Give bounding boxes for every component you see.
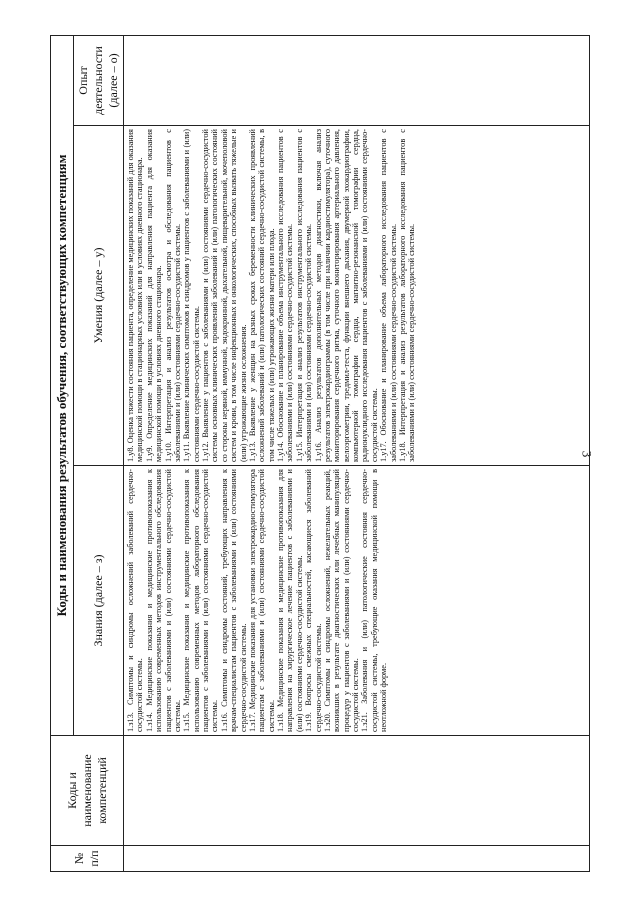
- skill-item: 1.у17. Обоснование и планирование объема лабораторного исследования пациентов с заболеваниями и (или) состояниями сердечно-сосудистой системы.: [379, 129, 398, 462]
- cell-codes: [124, 736, 590, 846]
- cell-knowledge: [124, 466, 590, 736]
- rotated-table-container: [50, 36, 590, 872]
- knowledge-item: 1.з21. Заболевания и (или) патологические состояния сердечно-сосудистой системы, требующие оказания медицинской помощи в неотложной форме.: [360, 469, 389, 732]
- skill-item: 1.у15. Интерпретация и анализ результатов инструментального исследования пациентов с заболеваниями и (или) состояниями сердечно-сосудистой системы.: [294, 129, 314, 462]
- skill-item: 1.у13. Выявление у женщин на разных сроках беременности клинических проявлений осложнений заболеваний и (или) патологических состояний сердечно-сосудистой системы, в том числе тяжелых и (или) угрожающих жизни матери или плода.: [247, 129, 276, 462]
- page-number: 3: [579, 450, 595, 458]
- knowledge-item: 1.з16. Симптомы и синдромы состояний, требующих направления к врачам-специалистам пациентов с заболеваниями и (или) состояниями сердечно-сосудистой системы.: [219, 469, 248, 732]
- skill-item: 1.у11. Выявление клинических симптомов и синдромов у пациентов с заболеваниями и (или) состояниями сердечно-сосудистой системы.: [182, 129, 201, 462]
- skill-item: 1.у14. Обоснование и планирование объема инструментального исследования пациентов с заболеваниями и (или) состояниями сердечно-сосудистой системы.: [276, 129, 295, 462]
- knowledge-item: 1.з17. Медицинские показания для установки электрокардиостимулятора пациентам с заболеваниями и (или) состояниями сердечно-сосудистой системы.: [247, 469, 276, 732]
- header-codes: Коды и наименование компетенций: [51, 736, 124, 846]
- cell-experience: [124, 35, 590, 125]
- skill-item: 1.у9. Определение медицинских показаний для направления пациента для оказания медицинской помощи в условиях дневного стационара.: [144, 129, 164, 462]
- knowledge-item: 1.з14. Медицинские показания и медицинские противопоказания к использованию современных методов инструментального обследования пациентов с заболеваниями и (или) состояниями сердечно-сосудистой системы.: [144, 469, 182, 732]
- knowledge-item: 1.з19. Вопросы смежных специальностей, касающиеся заболеваний сердечно-сосудистой системы.: [304, 469, 323, 732]
- skill-item: 1.у10. Интерпретация и анализ результатов осмотра и обследования пациентов с заболеваниями и (или) состояниями сердечно-сосудистой системы.: [163, 129, 182, 462]
- header-knowledge: Знания (далее – з): [74, 466, 124, 736]
- skill-item: 1.у12. Выявление у пациентов с заболеваниями и (или) состояниями сердечно-сосудистой системы основных клинических проявлений заболеваний и (или) патологических состояний со стороны нервной, иммунной, эндокринной, дыхательной, пищеварительной, мочеполовой систем и крови, в том числе инфекционных и онкологических, способных вызвать тяжелые и (или) угрожающие жизни осложнения.: [201, 129, 248, 462]
- skill-item: 1.у18. Интерпретация и анализ результатов лабораторного исследования пациентов с заболеваниями и (или) состояниями сердечно-сосудистой системы.: [397, 129, 417, 462]
- knowledge-item: 1.з20. Симптомы и синдромы осложнений, нежелательных реакций, возникших в результате диагностических или лечебных манипуляций процедур у пациентов с заболеваниями и (или) состояниями сердечно-сосудистой системы.: [322, 469, 360, 732]
- skill-item: 1.у8. Оценка тяжести состояния пациента, определение медицинских показаний для оказания медицинской помощи в стационарных условиях или в условиях дневного стационара.: [126, 129, 145, 462]
- knowledge-item: 1.з13. Симптомы и синдромы осложнений заболеваний сердечно-сосудистой системы.: [126, 469, 145, 732]
- header-experience: Опыт деятельности (далее – о): [74, 35, 124, 125]
- cell-number: [124, 846, 590, 872]
- header-skills: Умения (далее – у): [74, 126, 124, 466]
- knowledge-item: 1.з15. Медицинские показания и медицинские противопоказания к использованию современных методов лабораторного обследования пациентов с заболеваниями и (или) состояниями сердечно-сосудистой системы.: [182, 469, 220, 732]
- skill-item: 1.у16. Анализ результатов дополнительных методов диагностики, включая анализ результатов электрокардиограммы (в том числе при наличии кардиостимулятора), суточного мониторирования сердечного ритма, суточного мониторирования артериального давления, велоэргометрии, тредмил-теста, функции внешнего дыхания, двумерной эхокардиографии, компьютерной томографии сердца, магнитно-резонансной томографии сердца, радионуклидного исследования пациентов с заболеваниями и (или) состояниями сердечно-сосудистой системы.: [313, 129, 379, 462]
- cell-skills: [124, 126, 590, 466]
- header-results-group: Коды и наименования результатов обучения, соответствующих компетенциям: [51, 35, 74, 735]
- competencies-table: [50, 35, 590, 872]
- header-number: № п/п: [51, 846, 124, 872]
- knowledge-item: 1.з18. Медицинские показания и медицинские противопоказания для направления на хирургическое лечение пациентов с заболеваниями и (или) состояниями сердечно-сосудистой системы.: [276, 469, 304, 732]
